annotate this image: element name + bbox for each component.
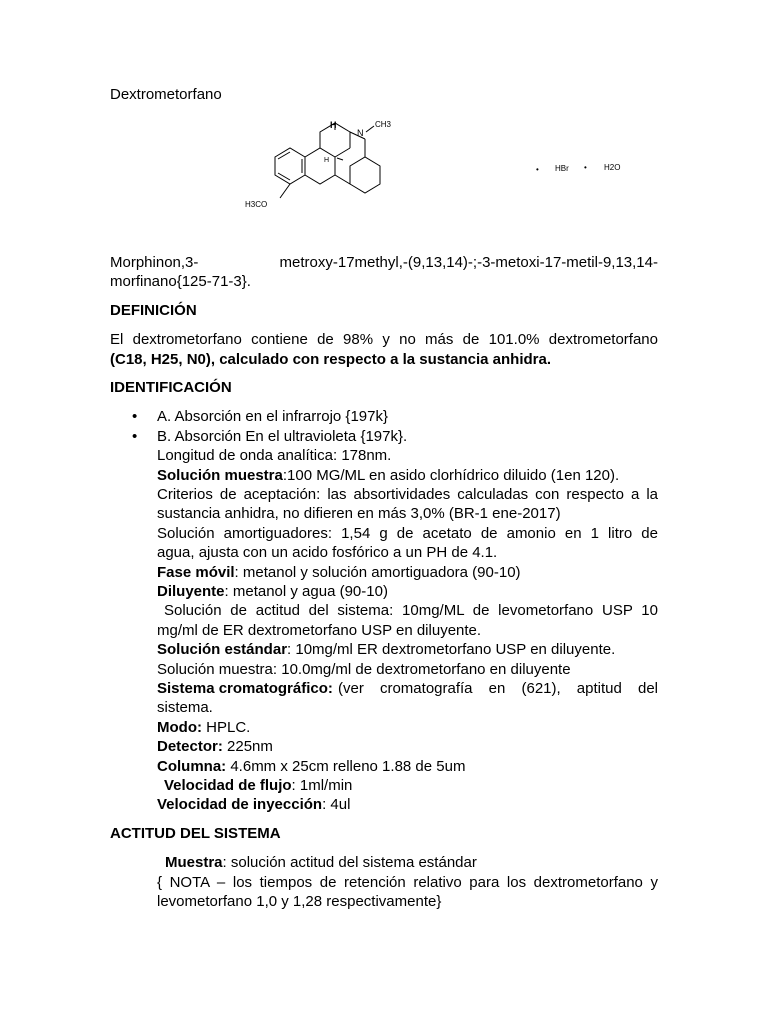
diluyente-label: Diluyente <box>157 583 225 600</box>
columna <box>157 757 465 776</box>
definicion-line1: El dextrometorfano contiene de 98% y no más de 101.0% dextrometorfano <box>110 331 658 348</box>
nota-line1: { NOTA – los tiempos de retención relativo para los dextrometorfano y <box>157 874 658 891</box>
columna-label: Columna: <box>157 758 227 775</box>
fase-movil <box>157 563 521 582</box>
actitud-muestra-label: Muestra <box>165 854 223 871</box>
identificacion-heading: IDENTIFICACIÓN <box>110 379 232 396</box>
structure-label-h3co: H3CO <box>245 200 268 209</box>
sistema-label: Sistema cromatográfico: <box>157 680 333 697</box>
chem-name-line2: morfinano{125-71-3}. <box>110 273 251 290</box>
structure-label-ch3: CH3 <box>375 120 392 129</box>
longitud-onda: Longitud de onda analítica: 178nm. <box>157 447 392 464</box>
solucion-estandar-label: Solución estándar <box>157 641 288 658</box>
water-label <box>584 160 664 176</box>
velocidad-inyeccion <box>157 795 350 814</box>
modo <box>157 718 250 737</box>
salt-h2o: H2O <box>604 163 621 172</box>
fase-movil-text: : metanol y solución amortiguadora (90-10) <box>234 564 521 581</box>
modo-label: Modo: <box>157 719 202 736</box>
velocidad-flujo <box>164 776 352 795</box>
structure-label-h: H <box>330 120 337 130</box>
dot-2: • <box>584 163 587 172</box>
definicion-line2: (C18, H25, N0), calculado con respecto a la sustancia anhidra. <box>110 351 551 368</box>
solucion-muestra-text: :100 MG/ML en asido clorhídrico diluido (1en 120). <box>282 467 620 484</box>
sistema-line2: sistema. <box>157 699 213 716</box>
amortiguadores-line2: agua, ajusta con un acido fosfórico a un PH de 4.1. <box>157 544 498 561</box>
solucion-muestra-2: Solución muestra: 10.0mg/ml de dextrometorfano en diluyente <box>157 661 571 678</box>
document-title: Dextrometorfano <box>110 86 222 103</box>
bullet-b-marker: • <box>132 428 138 445</box>
sistema-text: (ver cromatografía en (621), aptitud del <box>338 680 658 697</box>
detector-label: Detector: <box>157 738 223 755</box>
dot-1: • <box>536 165 539 174</box>
flujo-text: : 1ml/min <box>291 777 353 794</box>
aptitud-line2: mg/ml de ER dextrometorfano USP en diluyente. <box>157 622 482 639</box>
sistema-cromatografico <box>157 679 658 698</box>
definicion-heading: DEFINICIÓN <box>110 302 197 319</box>
diluyente-text: : metanol y agua (90-10) <box>224 583 388 600</box>
chem-name-part1: Morphinon,3- <box>110 254 199 271</box>
chem-name-part2: metroxy-17methyl,-(9,13,14)-;-3-metoxi-17-metil-9,13,14- <box>279 254 658 271</box>
inyeccion-text: : 4ul <box>322 796 351 813</box>
nota-line2: levometorfano 1,0 y 1,28 respectivamente} <box>157 893 442 910</box>
actitud-heading: ACTITUD DEL SISTEMA <box>110 825 281 842</box>
criterios-line2: sustancia anhidra, no difieren en más 3,0% (BR-1 ene-2017) <box>157 505 561 522</box>
actitud-muestra <box>165 853 477 872</box>
detector-text: 225nm <box>222 738 273 755</box>
solucion-estandar <box>157 640 615 659</box>
bullet-b-text: B. Absorción En el ultravioleta {197k}. <box>157 428 408 445</box>
criterios-line1: Criterios de aceptación: las absortividades calculadas con respecto a la <box>157 486 658 503</box>
structure-label-hh: H <box>324 157 330 164</box>
bullet-a-text: A. Absorción en el infrarrojo {197k} <box>157 408 388 425</box>
columna-text: 4.6mm x 25cm relleno 1.88 de 5um <box>226 758 466 775</box>
flujo-label: Velocidad de flujo <box>164 777 292 794</box>
diluyente <box>157 582 388 601</box>
modo-text: HPLC. <box>201 719 251 736</box>
salt-hbr: HBr <box>555 164 569 173</box>
bullet-a-marker: • <box>132 408 138 425</box>
chemical-structure <box>240 112 570 217</box>
solucion-muestra <box>157 466 619 485</box>
fase-movil-label: Fase móvil <box>157 564 235 581</box>
aptitud-line1: Solución de actitud del sistema: 10mg/ML de levometorfano USP 10 <box>164 602 658 619</box>
solucion-muestra-label: Solución muestra <box>157 467 283 484</box>
detector <box>157 737 273 756</box>
structure-label-n: N <box>357 128 364 138</box>
actitud-muestra-text: : solución actitud del sistema estándar <box>222 854 477 871</box>
inyeccion-label: Velocidad de inyección <box>157 796 323 813</box>
amortiguadores-line1: Solución amortiguadores: 1,54 g de acetato de amonio en 1 litro de <box>157 525 658 542</box>
solucion-estandar-text: : 10mg/ml ER dextrometorfano USP en diluyente. <box>287 641 616 658</box>
